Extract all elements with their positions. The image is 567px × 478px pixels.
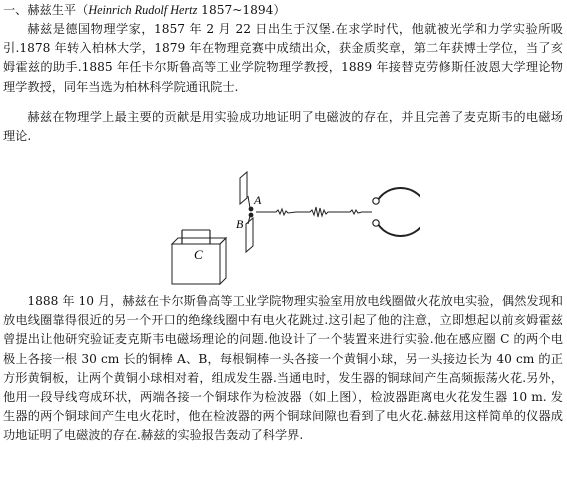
paragraph-contribution: 赫兹在物理学上最主要的贡献是用实验成功地证明了电磁波的存在，并且完善了麦克斯韦的电磁场理论. bbox=[3, 110, 563, 144]
apparatus-diagram bbox=[150, 166, 420, 288]
heading-prefix: 一、赫兹生平（ bbox=[3, 3, 89, 17]
lower-copper-plate bbox=[246, 218, 253, 252]
paragraph-biography: 赫兹是德国物理学家，1857 年 2 月 22 日出生于汉堡.在求学时代，他就被光学和力学实验所吸引.1878 年转入柏林大学，1879 年在物理竞赛中成绩出众，获金质奖章，第二年获博士学位，当了亥姆霍兹的助手.1885 年任卡尔斯鲁高等工业学院物理学教授，1889 年接替克劳修斯任波恩大学理论物理学教授，同年当选为柏林科学院通讯院士. bbox=[3, 22, 563, 94]
induction-coil-c bbox=[172, 230, 226, 284]
electromagnetic-wave bbox=[256, 207, 372, 217]
label-c: C bbox=[194, 247, 203, 262]
spark-ball-top bbox=[249, 207, 254, 212]
heading-name-en: Heinrich Rudolf Hertz bbox=[88, 3, 198, 17]
label-a: A bbox=[254, 193, 262, 207]
label-b: B bbox=[236, 217, 244, 231]
detector-ball-bottom bbox=[373, 220, 379, 226]
paragraph-experiment: 1888 年 10 月，赫兹在卡尔斯鲁高等工业学院物理实验室用放电线圈做火花放电实验，偶然发现和放电线圈靠得很近的另一个开口的绝缘线圈中有电火花跳过.这引起了他的注意，立即想起以前亥姆霍兹曾提出让他研究验证麦克斯韦电磁场理论的问题.他设计了一个装置来进行实验.他在感应圈 C 的两个电极上各接一根 30 cm 长的铜棒 A、B，每根铜棒一头各接一个黄铜小球，另一头接边长为 40 cm 的正方形黄铜板，让两个黄铜小球相对着，组成发生器.当通电时，发生器的铜球间产生高频振荡火花.另外，他用一段导线弯成环状，两端各接一个铜球作为检波器（如上图），检波器距离电火花发生器 10 m. 发生器的两个铜球间产生电火花时，他在检波器的两个铜球间隙也看到了电火花.赫兹用这样简单的仪器成功地证明了电磁波的存在.赫兹的实验报告轰动了科学界. bbox=[3, 294, 563, 443]
hertz-apparatus-figure bbox=[150, 166, 420, 288]
spark-ball-bottom bbox=[249, 213, 254, 218]
upper-copper-plate bbox=[240, 172, 247, 204]
detector-ball-top bbox=[373, 198, 379, 204]
rod-a bbox=[248, 196, 250, 208]
section-heading bbox=[3, 2, 563, 19]
heading-years: 1857~1894） bbox=[197, 3, 286, 17]
detector-loop bbox=[378, 188, 420, 236]
